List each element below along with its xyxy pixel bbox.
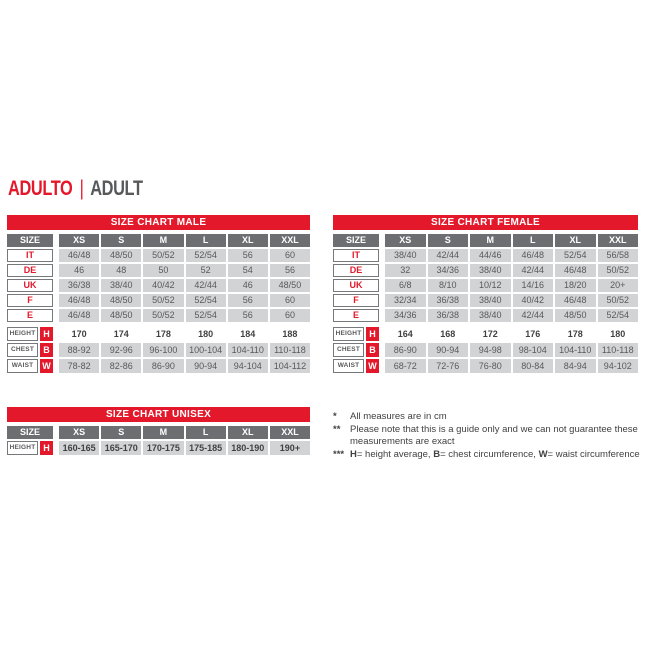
value-cell: 42/44 [513, 309, 554, 322]
value-cell: 18/20 [555, 279, 596, 292]
value-cell: 184 [228, 327, 268, 341]
value-cell: 38/40 [470, 294, 511, 307]
column-header-cell: S [101, 234, 141, 247]
value-cell: 90-94 [186, 359, 226, 373]
value-cell: 190+ [270, 441, 310, 455]
value-cell: 38/40 [470, 309, 511, 322]
page-title-secondary: ADULT [90, 177, 143, 200]
value-cell: 78-82 [59, 359, 99, 373]
value-cell: 48/50 [555, 309, 596, 322]
measure-row [7, 327, 310, 341]
row-label-cell: IT [7, 249, 53, 262]
value-cell: 60 [270, 249, 310, 262]
footnote-text [350, 449, 641, 461]
column-header-cell: XL [228, 426, 268, 439]
column-header-cell: XS [59, 426, 99, 439]
value-cell: 48 [101, 264, 141, 277]
value-cell: 38/40 [385, 249, 426, 262]
value-cell: 44/46 [470, 249, 511, 262]
row-label-cell: UK [7, 279, 53, 292]
value-cell: 178 [143, 327, 183, 341]
measure-label-cell: WAIST [7, 359, 38, 373]
size-header-cell: SIZE [7, 234, 53, 247]
value-cell: 174 [101, 327, 141, 341]
footnote-text [350, 424, 641, 448]
row-label-cell: DE [7, 264, 53, 277]
value-cell: 172 [470, 327, 511, 341]
value-cell: 48/50 [101, 294, 141, 307]
value-cell: 34/36 [428, 264, 469, 277]
measure-row [7, 441, 310, 455]
value-cell: 94-102 [598, 359, 639, 373]
value-cell: 46 [228, 279, 268, 292]
value-cell: 178 [555, 327, 596, 341]
measure-label-wrap [7, 359, 53, 373]
page-title-primary: ADULTO [8, 177, 73, 200]
value-cell: 50 [143, 264, 183, 277]
value-cell: 56 [228, 294, 268, 307]
measure-label-wrap [7, 343, 53, 357]
value-cell: 38/40 [101, 279, 141, 292]
value-cell: 170-175 [143, 441, 183, 455]
value-cell: 56 [228, 249, 268, 262]
value-cell: 46/48 [513, 249, 554, 262]
value-cell: 72-76 [428, 359, 469, 373]
footnotes [333, 411, 641, 462]
table-title: SIZE CHART FEMALE [333, 215, 638, 230]
column-header-cell: L [186, 426, 226, 439]
column-header-cell: XXL [270, 234, 310, 247]
measure-label-wrap [7, 327, 53, 341]
measure-badge: H [40, 441, 53, 455]
measure-row [7, 343, 310, 357]
measure-badge: W [366, 359, 379, 373]
value-cell: 168 [428, 327, 469, 341]
value-cell: 14/16 [513, 279, 554, 292]
column-header-cell: XS [59, 234, 99, 247]
size-row [7, 309, 310, 322]
value-cell: 110-118 [270, 343, 310, 357]
value-cell: 180 [186, 327, 226, 341]
footnote [333, 449, 641, 461]
value-cell: 104-110 [555, 343, 596, 357]
measure-badge: B [366, 343, 379, 357]
size-chart-unisex-table [7, 407, 310, 457]
footnote-marker: * [333, 411, 337, 422]
footnote-segment: B [433, 449, 441, 460]
value-cell: 94-98 [470, 343, 511, 357]
column-header-cell: S [428, 234, 469, 247]
measure-badge: H [40, 327, 53, 341]
measure-label-cell: CHEST [7, 343, 38, 357]
value-cell: 60 [270, 309, 310, 322]
size-row [7, 264, 310, 277]
value-cell: 56/58 [598, 249, 639, 262]
value-cell: 86-90 [385, 343, 426, 357]
value-cell: 36/38 [428, 309, 469, 322]
size-chart-male-table [7, 215, 310, 375]
footnote-segment: H [350, 449, 357, 460]
measure-badge: W [40, 359, 53, 373]
value-cell: 60 [270, 294, 310, 307]
value-cell: 50/52 [598, 294, 639, 307]
size-row [333, 279, 638, 292]
value-cell: 68-72 [385, 359, 426, 373]
value-cell: 104-112 [270, 359, 310, 373]
value-cell: 46/48 [59, 249, 99, 262]
page-title [8, 177, 143, 199]
measure-row [333, 343, 638, 357]
value-cell: 40/42 [513, 294, 554, 307]
value-cell: 160-165 [59, 441, 99, 455]
value-cell: 76-80 [470, 359, 511, 373]
measure-row [7, 359, 310, 373]
value-cell: 104-110 [228, 343, 268, 357]
value-cell: 84-94 [555, 359, 596, 373]
size-header-cell: SIZE [7, 426, 53, 439]
value-cell: 10/12 [470, 279, 511, 292]
value-cell: 48/50 [101, 249, 141, 262]
column-header-cell: XXL [598, 234, 639, 247]
value-cell: 52 [186, 264, 226, 277]
value-cell: 20+ [598, 279, 639, 292]
row-label-cell: IT [333, 249, 379, 262]
column-header-cell: XS [385, 234, 426, 247]
size-row [7, 249, 310, 262]
value-cell: 32/34 [385, 294, 426, 307]
measure-label-wrap [7, 441, 53, 455]
row-label-cell: F [333, 294, 379, 307]
size-row [333, 249, 638, 262]
measure-badge: H [366, 327, 379, 341]
footnote-marker: *** [333, 449, 345, 460]
column-header-cell: XL [228, 234, 268, 247]
row-label-cell: F [7, 294, 53, 307]
value-cell: 46/48 [555, 294, 596, 307]
value-cell: 48/50 [101, 309, 141, 322]
value-cell: 34/36 [385, 309, 426, 322]
value-cell: 88-92 [59, 343, 99, 357]
value-cell: 50/52 [143, 309, 183, 322]
column-header-cell: S [101, 426, 141, 439]
value-cell: 92-96 [101, 343, 141, 357]
value-cell: 42/44 [186, 279, 226, 292]
row-label-cell: E [7, 309, 53, 322]
column-header-cell: M [470, 234, 511, 247]
value-cell: 6/8 [385, 279, 426, 292]
measure-label-cell: HEIGHT [7, 441, 38, 455]
column-header-cell: L [186, 234, 226, 247]
value-cell: 42/44 [428, 249, 469, 262]
footnote-text [350, 411, 641, 423]
footnote-segment: W [538, 449, 548, 460]
measure-label-cell: HEIGHT [333, 327, 364, 341]
value-cell: 56 [228, 309, 268, 322]
size-row [333, 294, 638, 307]
value-cell: 80-84 [513, 359, 554, 373]
value-cell: 96-100 [143, 343, 183, 357]
size-row [7, 279, 310, 292]
value-cell: 188 [270, 327, 310, 341]
size-row [7, 294, 310, 307]
value-cell: 176 [513, 327, 554, 341]
value-cell: 86-90 [143, 359, 183, 373]
table-title: SIZE CHART UNISEX [7, 407, 310, 422]
value-cell: 46/48 [555, 264, 596, 277]
measure-label-cell: HEIGHT [7, 327, 38, 341]
value-cell: 46/48 [59, 294, 99, 307]
value-cell: 46/48 [59, 309, 99, 322]
value-cell: 170 [59, 327, 99, 341]
value-cell: 52/54 [186, 309, 226, 322]
measure-label-cell: CHEST [333, 343, 364, 357]
row-label-cell: E [333, 309, 379, 322]
value-cell: 165-170 [101, 441, 141, 455]
size-chart-female-table [333, 215, 638, 375]
measure-label-wrap [333, 343, 379, 357]
value-cell: 52/54 [555, 249, 596, 262]
value-cell: 98-104 [513, 343, 554, 357]
value-cell: 180-190 [228, 441, 268, 455]
value-cell: 40/42 [143, 279, 183, 292]
measure-row [333, 327, 638, 341]
footnote-marker: ** [333, 424, 341, 435]
size-row [333, 264, 638, 277]
measure-label-cell: WAIST [333, 359, 364, 373]
value-cell: 94-104 [228, 359, 268, 373]
measure-badge: B [40, 343, 53, 357]
value-cell: 56 [270, 264, 310, 277]
footnote-segment: All measures are in cm [350, 411, 447, 422]
column-header-cell: XL [555, 234, 596, 247]
value-cell: 175-185 [186, 441, 226, 455]
value-cell: 48/50 [270, 279, 310, 292]
column-header-cell: M [143, 234, 183, 247]
value-cell: 42/44 [513, 264, 554, 277]
value-cell: 52/54 [186, 294, 226, 307]
value-cell: 164 [385, 327, 426, 341]
size-row [333, 309, 638, 322]
value-cell: 50/52 [143, 294, 183, 307]
value-cell: 52/54 [598, 309, 639, 322]
footnote [333, 424, 641, 448]
footnote [333, 411, 641, 423]
value-cell: 110-118 [598, 343, 639, 357]
value-cell: 82-86 [101, 359, 141, 373]
value-cell: 8/10 [428, 279, 469, 292]
value-cell: 180 [598, 327, 639, 341]
value-cell: 50/52 [598, 264, 639, 277]
value-cell: 54 [228, 264, 268, 277]
value-cell: 36/38 [59, 279, 99, 292]
column-header-cell: XXL [270, 426, 310, 439]
footnote-segment: = chest circumference, [440, 449, 539, 460]
value-cell: 32 [385, 264, 426, 277]
row-label-cell: DE [333, 264, 379, 277]
value-cell: 50/52 [143, 249, 183, 262]
value-cell: 46 [59, 264, 99, 277]
header-row [333, 234, 638, 247]
measure-label-wrap [333, 327, 379, 341]
row-label-cell: UK [333, 279, 379, 292]
header-row [7, 426, 310, 439]
column-header-cell: L [513, 234, 554, 247]
table-title: SIZE CHART MALE [7, 215, 310, 230]
value-cell: 36/38 [428, 294, 469, 307]
header-row [7, 234, 310, 247]
footnote-segment: = height average, [356, 449, 434, 460]
footnote-segment: = waist circumference [547, 449, 640, 460]
value-cell: 90-94 [428, 343, 469, 357]
value-cell: 38/40 [470, 264, 511, 277]
measure-row [333, 359, 638, 373]
measure-label-wrap [333, 359, 379, 373]
value-cell: 52/54 [186, 249, 226, 262]
value-cell: 100-104 [186, 343, 226, 357]
size-header-cell: SIZE [333, 234, 379, 247]
footnote-segment: Please note that this is a guide only and we can not guarantee these measurements are exact [350, 424, 638, 447]
column-header-cell: M [143, 426, 183, 439]
page-title-separator: | [79, 177, 84, 200]
